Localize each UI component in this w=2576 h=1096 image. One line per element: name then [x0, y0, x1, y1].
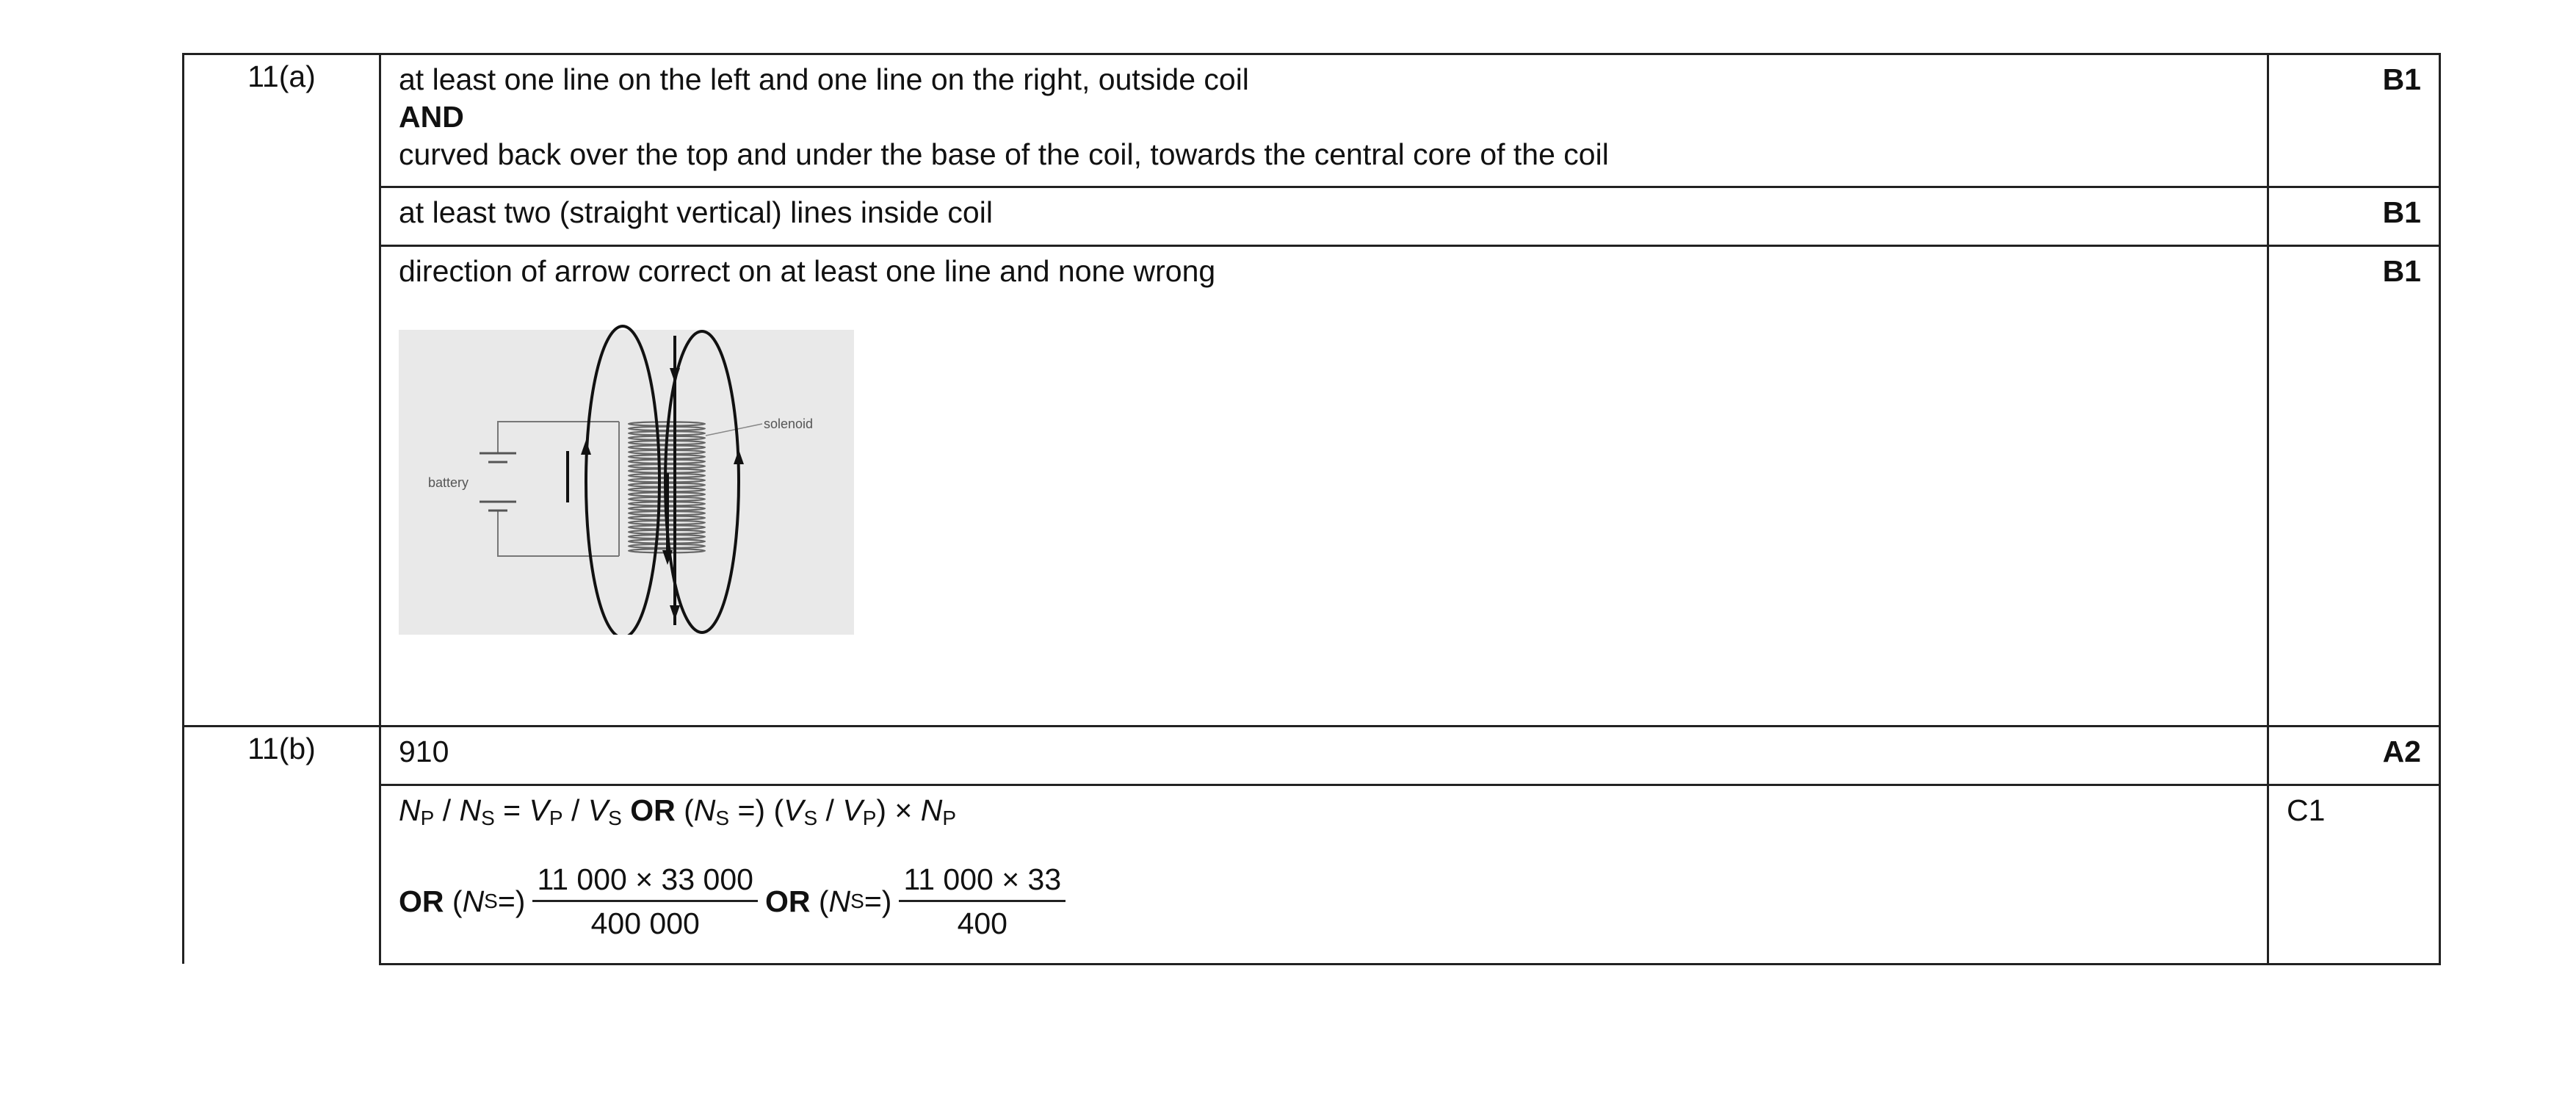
table-row	[184, 246, 2440, 727]
and-connector: AND	[399, 99, 464, 134]
answer-value: 910	[399, 735, 449, 769]
mark-scheme-table	[182, 53, 2441, 965]
fraction-numerator: 11 000 × 33	[899, 861, 1066, 902]
answer-cell	[380, 727, 2268, 785]
mark-cell: A2	[2268, 727, 2440, 785]
answer-line: direction of arrow correct on at least one line and none wrong	[399, 254, 1216, 289]
or-connector: OR	[399, 884, 444, 918]
mark-cell: B1	[2268, 54, 2440, 187]
equation-line-1: $N_P / N_S = V_P / V_S$ OR ($N_S$ =) $(V_S / V_P) \times N_P$	[399, 793, 957, 830]
table-row	[184, 785, 2440, 964]
mark-cell: C1	[2268, 785, 2440, 964]
answer-line: at least two (straight vertical) lines inside coil	[399, 195, 993, 230]
answer-line: curved back over the top and under the base of the coil, towards the central core of the coil	[399, 137, 1609, 171]
table-row	[184, 727, 2440, 785]
working-cell	[380, 785, 2268, 964]
question-number: 11(a)	[184, 54, 380, 727]
answer-cell	[380, 246, 2268, 727]
battery-label: battery	[428, 475, 469, 491]
answer-line: at least one line on the left and one line on the right, outside coil	[399, 62, 1249, 96]
fraction-numerator: 11 000 × 33 000	[532, 861, 758, 902]
answer-cell	[380, 54, 2268, 187]
fraction-denominator: 400 000	[590, 906, 700, 940]
or-connector: OR	[630, 793, 676, 828]
fraction-denominator: 400	[957, 906, 1007, 940]
fraction	[532, 861, 758, 942]
table-row	[184, 54, 2440, 187]
mark-cell: B1	[2268, 187, 2440, 246]
or-connector: OR	[764, 884, 811, 918]
table-row	[184, 187, 2440, 246]
solenoid-field-diagram	[399, 322, 854, 635]
equation-line-2: OR ( N S =) $\frac{11 000 \times 33 000}{400 000}$ OR ( N S =) $\frac{11 000 \times 33}{400}$	[399, 861, 2267, 942]
mark-cell: B1	[2268, 246, 2440, 727]
fraction	[899, 861, 1066, 942]
question-number: 11(b)	[184, 727, 380, 964]
answer-cell	[380, 187, 2268, 246]
solenoid-label: solenoid	[764, 417, 814, 432]
